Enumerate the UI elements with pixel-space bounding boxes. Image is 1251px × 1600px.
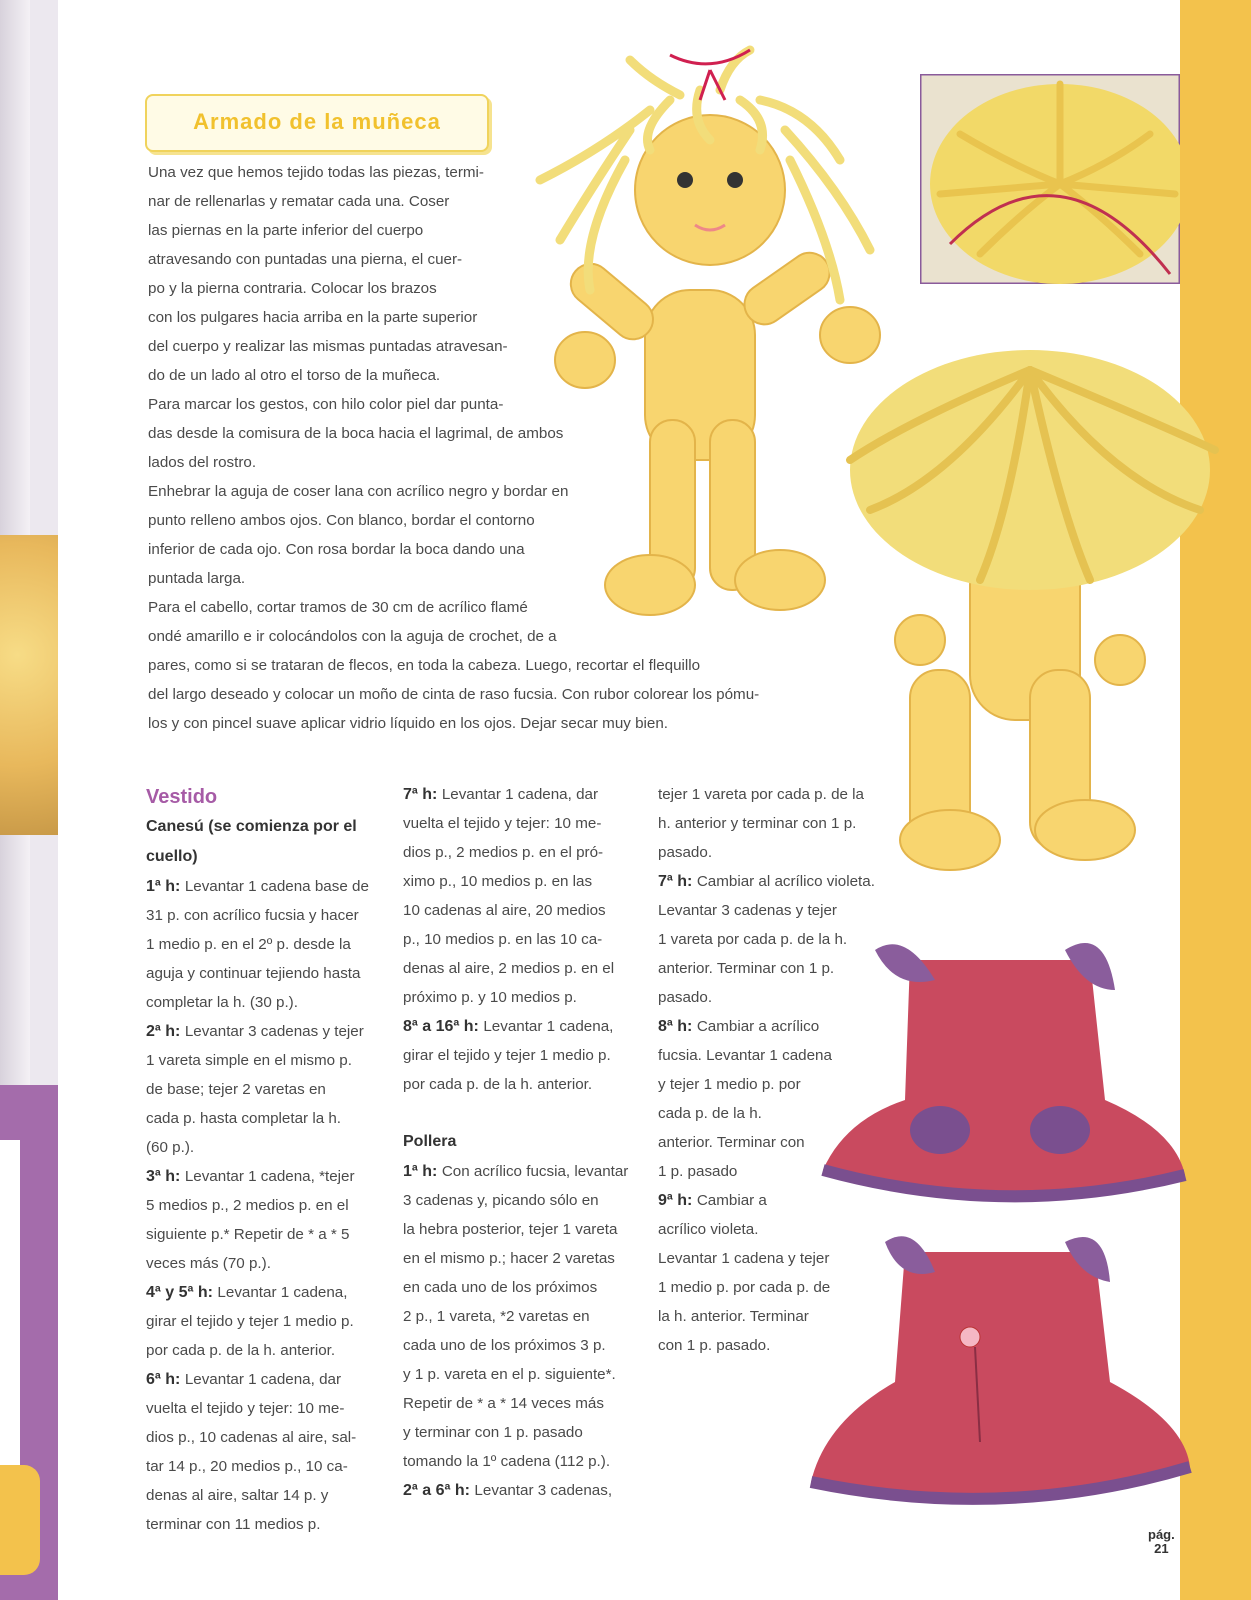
step-line — [146, 1481, 386, 1510]
step-text: Levantar 1 cadena, — [483, 1018, 614, 1035]
step-text: y terminar con 1 p. pasado — [403, 1424, 583, 1441]
step-line — [403, 867, 648, 896]
step-text: 5 medios p., 2 medios p. en el — [146, 1197, 349, 1214]
step-text: Levantar 3 cadenas, — [474, 1482, 613, 1499]
step-text: Levantar 3 cadenas y tejer — [184, 1023, 364, 1040]
step-line — [658, 896, 898, 925]
section-title: Armado de la muñeca — [193, 109, 441, 134]
step-text: con 1 p. pasado. — [658, 1337, 771, 1354]
col2-column — [403, 780, 648, 1505]
intro-line: puntada larga. — [148, 570, 246, 587]
step-text: de base; tejer 2 varetas en — [146, 1081, 326, 1098]
step-line — [403, 1041, 648, 1070]
intro-line: las piernas en la parte inferior del cuerpo — [148, 222, 424, 239]
step-label: 2ª h: — [146, 1023, 185, 1040]
page-number — [1148, 1528, 1175, 1556]
intro-line: inferior de cada ojo. Con rosa bordar la boca dando una — [148, 541, 525, 558]
step-line — [403, 954, 648, 983]
step-text: Cambiar a acrílico — [696, 1018, 820, 1035]
step-label: 4ª y 5ª h: — [146, 1284, 218, 1301]
step-text: Cambiar al acrílico violeta. — [696, 873, 875, 890]
step-text: y 1 p. vareta en el p. siguiente*. — [403, 1366, 616, 1383]
step-line — [146, 1220, 386, 1249]
vestido-heading: Vestido — [146, 786, 218, 808]
step-line — [403, 1302, 648, 1331]
step-line — [403, 1418, 648, 1447]
step-text: pasado. — [658, 989, 713, 1006]
step-line — [146, 1278, 386, 1307]
step-text: 31 p. con acrílico fucsia y hacer — [146, 907, 359, 924]
intro-line: lados del rostro. — [148, 454, 257, 471]
step-text: Con acrílico fucsia, levantar — [441, 1163, 629, 1180]
step-label: 6ª h: — [146, 1371, 185, 1388]
step-label: 7ª h: — [403, 786, 442, 803]
step-text: girar el tejido y tejer 1 medio p. — [146, 1313, 354, 1330]
step-text: completar la h. (30 p.). — [146, 994, 298, 1011]
step-line — [658, 1273, 898, 1302]
step-line — [403, 1012, 648, 1041]
step-line — [403, 1360, 648, 1389]
intro-line: atravesando con puntadas una pierna, el cuer- — [148, 251, 463, 268]
step-line — [146, 1046, 386, 1075]
col2-steps-top — [403, 780, 648, 1099]
step-line — [658, 1244, 898, 1273]
step-line — [403, 1447, 648, 1476]
step-line — [658, 1041, 898, 1070]
step-text: por cada p. de la h. anterior. — [403, 1076, 593, 1093]
step-line — [146, 1452, 386, 1481]
step-text: Levantar 1 cadena, dar — [441, 786, 599, 803]
step-line — [403, 983, 648, 1012]
step-label: 8ª h: — [658, 1018, 697, 1035]
step-line — [146, 1510, 386, 1539]
step-text: vuelta el tejido y tejer: 10 me- — [403, 815, 602, 832]
step-text: girar el tejido y tejer 1 medio p. — [403, 1047, 611, 1064]
intro-line: pares, como si se trataran de flecos, en toda la cabeza. Luego, recortar el flequillo — [148, 657, 701, 674]
step-line — [146, 901, 386, 930]
step-line — [658, 1157, 898, 1186]
step-label: 8ª a 16ª h: — [403, 1018, 484, 1035]
vestido-column — [146, 782, 386, 1539]
step-text: en cada uno de los próximos — [403, 1279, 598, 1296]
step-text: Levantar 3 cadenas y tejer — [658, 902, 837, 919]
step-line — [146, 1104, 386, 1133]
section-title-box — [145, 94, 489, 152]
step-line — [403, 1331, 648, 1360]
step-line — [658, 983, 898, 1012]
intro-line: del cuerpo y realizar las mismas puntadas atravesan- — [148, 338, 508, 355]
step-line — [658, 1070, 898, 1099]
step-text: tar 14 p., 20 medios p., 10 ca- — [146, 1458, 348, 1475]
step-text: tomando la 1º cadena (112 p.). — [403, 1453, 611, 1470]
col3-steps — [658, 867, 898, 1360]
step-line — [658, 1186, 898, 1215]
step-label: 2ª a 6ª h: — [403, 1482, 475, 1499]
left-white-strip — [0, 1140, 20, 1480]
step-line: tejer 1 vareta por cada p. de la — [658, 786, 865, 803]
step-line — [146, 1017, 386, 1046]
step-text: 1 medio p. en el 2º p. desde la — [146, 936, 351, 953]
step-line — [146, 1394, 386, 1423]
step-text: (60 p.). — [146, 1139, 195, 1156]
hair-back-photo — [920, 74, 1180, 284]
step-text: dios p., 2 medios p. en el pró- — [403, 844, 604, 861]
step-text: próximo p. y 10 medios p. — [403, 989, 577, 1006]
step-label: 9ª h: — [658, 1192, 697, 1209]
step-line — [658, 1302, 898, 1331]
step-text: Repetir de * a * 14 veces más — [403, 1395, 604, 1412]
vestido-steps — [146, 872, 386, 1539]
step-text: vuelta el tejido y tejer: 10 me- — [146, 1400, 345, 1417]
intro-line: punto relleno ambos ojos. Con blanco, bordar el contorno — [148, 512, 535, 529]
intro-line: do de un lado al otro el torso de la muñeca. — [148, 367, 441, 384]
step-text: la hebra posterior, tejer 1 vareta — [403, 1221, 618, 1238]
step-text: 1 medio p. por cada p. de — [658, 1279, 831, 1296]
step-text: siguiente p.* Repetir de * a * 5 — [146, 1226, 350, 1243]
intro-line: das desde la comisura de la boca hacia el lagrimal, de ambos — [148, 425, 564, 442]
intro-line: Para marcar los gestos, con hilo color piel dar punta- — [148, 396, 504, 413]
page-label: pág. — [1148, 1527, 1175, 1542]
step-text: la h. anterior. Terminar — [658, 1308, 809, 1325]
step-text: terminar con 11 medios p. — [146, 1516, 321, 1533]
intro-line: Para el cabello, cortar tramos de 30 cm de acrílico flamé — [148, 599, 528, 616]
step-line — [146, 1423, 386, 1452]
step-text: denas al aire, saltar 14 p. y — [146, 1487, 329, 1504]
step-text: 10 cadenas al aire, 20 medios — [403, 902, 606, 919]
step-line — [403, 838, 648, 867]
left-yellow-tab — [0, 1465, 40, 1575]
step-text: anterior. Terminar con 1 p. — [658, 960, 835, 977]
step-line — [403, 1186, 648, 1215]
step-text: y tejer 1 medio p. por — [658, 1076, 801, 1093]
intro-line: nar de rellenarlas y rematar cada una. Coser — [148, 193, 450, 210]
step-line — [403, 780, 648, 809]
step-line — [403, 1215, 648, 1244]
step-line — [146, 959, 386, 988]
step-label: 7ª h: — [658, 873, 697, 890]
step-line — [403, 1244, 648, 1273]
step-text: 1 vareta simple en el mismo p. — [146, 1052, 352, 1069]
step-line — [658, 925, 898, 954]
intro-line: Enhebrar la aguja de coser lana con acrílico negro y bordar en — [148, 483, 569, 500]
step-text: aguja y continuar tejiendo hasta — [146, 965, 361, 982]
left-page-photo — [0, 535, 58, 835]
step-line — [403, 1157, 648, 1186]
step-line — [403, 1476, 648, 1505]
step-text: anterior. Terminar con — [658, 1134, 805, 1151]
step-text: 1 vareta por cada p. de la h. — [658, 931, 848, 948]
step-line — [146, 872, 386, 901]
pollera-heading: Pollera — [403, 1133, 457, 1150]
page-value: 21 — [1154, 1541, 1169, 1556]
intro-line: po y la pierna contraria. Colocar los brazos — [148, 280, 437, 297]
step-line — [658, 954, 898, 983]
step-text: Levantar 1 cadena y tejer — [658, 1250, 830, 1267]
step-text: Levantar 1 cadena base de — [184, 878, 369, 895]
step-text: cada p. hasta completar la h. — [146, 1110, 342, 1127]
step-line — [146, 1336, 386, 1365]
step-text: en el mismo p.; hacer 2 varetas — [403, 1250, 615, 1267]
step-label: 1ª h: — [403, 1163, 442, 1180]
step-text: 1 p. pasado — [658, 1163, 738, 1180]
col3-column — [658, 780, 898, 1360]
step-line — [403, 1389, 648, 1418]
step-text: por cada p. de la h. anterior. — [146, 1342, 336, 1359]
step-line — [146, 1133, 386, 1162]
step-line — [658, 1331, 898, 1360]
step-line — [146, 1249, 386, 1278]
intro-line: Una vez que hemos tejido todas las piezas, termi- — [148, 164, 484, 181]
step-text: cada p. de la h. — [658, 1105, 762, 1122]
intro-line: ondé amarillo e ir colocándolos con la aguja de crochet, de a — [148, 628, 557, 645]
step-text: Levantar 1 cadena, — [217, 1284, 348, 1301]
step-line — [146, 1191, 386, 1220]
step-line: pasado. — [658, 844, 713, 861]
step-text: Levantar 1 cadena, dar — [184, 1371, 342, 1388]
step-line: h. anterior y terminar con 1 p. — [658, 815, 857, 832]
step-line — [658, 1012, 898, 1041]
intro-line: del largo deseado y colocar un moño de cinta de raso fucsia. Con rubor colorear los pómu- — [148, 686, 760, 703]
col2-steps-bottom — [403, 1157, 648, 1505]
canesu-heading: Canesú (se comienza por el cuello) — [146, 818, 357, 865]
step-text: dios p., 10 cadenas al aire, sal- — [146, 1429, 357, 1446]
step-line — [403, 925, 648, 954]
step-line — [146, 1075, 386, 1104]
step-line — [403, 1070, 648, 1099]
step-text: veces más (70 p.). — [146, 1255, 271, 1272]
step-text: acrílico violeta. — [658, 1221, 759, 1238]
step-line — [403, 809, 648, 838]
step-text: 2 p., 1 vareta, *2 varetas en — [403, 1308, 590, 1325]
step-text: Cambiar a — [696, 1192, 767, 1209]
col3-continuation — [658, 780, 898, 867]
step-line — [146, 988, 386, 1017]
step-label: 1ª h: — [146, 878, 185, 895]
step-text: 3 cadenas y, picando sólo en — [403, 1192, 599, 1209]
step-line — [658, 867, 898, 896]
step-line — [146, 1365, 386, 1394]
intro-line: con los pulgares hacia arriba en la parte superior — [148, 309, 478, 326]
step-line — [403, 896, 648, 925]
step-line — [658, 1099, 898, 1128]
step-line — [146, 930, 386, 959]
step-line — [403, 1273, 648, 1302]
intro-line: los y con pincel suave aplicar vidrio líquido en los ojos. Dejar secar muy bien. — [148, 715, 669, 732]
step-label: 3ª h: — [146, 1168, 185, 1185]
step-text: denas al aire, 2 medios p. en el — [403, 960, 615, 977]
step-text: Levantar 1 cadena, *tejer — [184, 1168, 355, 1185]
step-line — [658, 1128, 898, 1157]
step-text: cada uno de los próximos 3 p. — [403, 1337, 606, 1354]
step-line — [146, 1307, 386, 1336]
step-text: fucsia. Levantar 1 cadena — [658, 1047, 832, 1064]
step-line — [146, 1162, 386, 1191]
step-line — [658, 1215, 898, 1244]
step-text: ximo p., 10 medios p. en las — [403, 873, 593, 890]
step-text: p., 10 medios p. en las 10 ca- — [403, 931, 603, 948]
